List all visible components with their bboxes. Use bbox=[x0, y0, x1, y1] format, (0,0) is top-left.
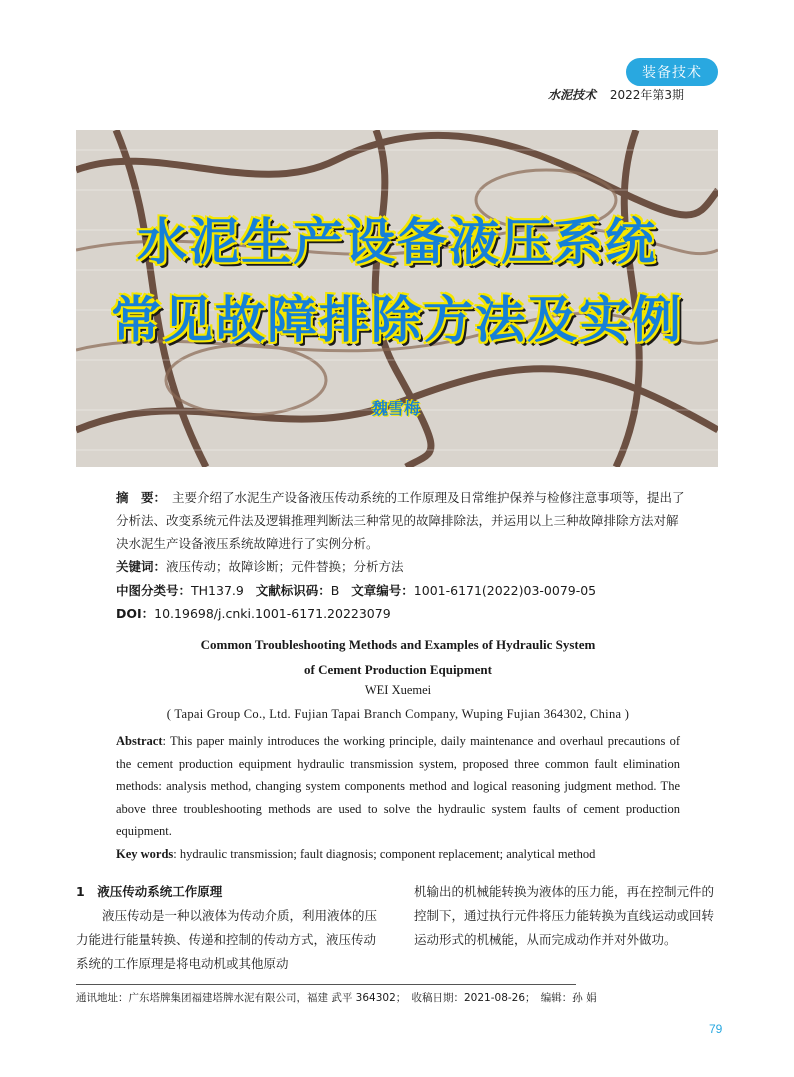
english-keywords-label: Key words bbox=[116, 847, 174, 861]
english-abstract-label: Abstract bbox=[116, 734, 163, 748]
english-abstract-text: : This paper mainly introduces the working principle, daily maintenance and overhaul precautions of the cement production equipment hydraulic transmission system, proposed three common fault elimination methods: analysis method, changing system components method and logical reasoning judgment method. The above three troubleshooting methods are used to solve the hydraulic system faults of cement production equipment. bbox=[116, 734, 680, 838]
journal-header bbox=[548, 86, 684, 103]
article-number-label: 文章编号： bbox=[351, 583, 414, 598]
classification-line bbox=[116, 581, 716, 599]
author-name-cn: 魏雪梅 bbox=[372, 399, 421, 418]
keywords-cn bbox=[116, 557, 716, 575]
section-badge: 装备技术 bbox=[626, 58, 718, 86]
doc-code-value: B bbox=[330, 583, 340, 598]
footer-note: 通讯地址：广东塔牌集团福建塔牌水泥有限公司，福建 武平 364302； 收稿日期：2021-08-26； 编辑：孙 娟 bbox=[76, 992, 597, 1004]
journal-name: 水泥技术 bbox=[548, 88, 597, 102]
keywords-cn-label: 关键词： bbox=[116, 559, 167, 574]
doi-line bbox=[116, 604, 716, 622]
article-title-line-2: 常见故障排除方法及实例 bbox=[111, 291, 683, 349]
page-number: 79 bbox=[709, 1022, 723, 1036]
body-paragraph-left: 液压传动是一种以液体为传动介质，利用液体的压力能进行能量转换、传递和控制的传动方式，液压传动系统的工作原理是将电动机或其他原动 bbox=[76, 908, 378, 971]
english-abstract bbox=[116, 730, 680, 843]
abstract-cn bbox=[116, 486, 686, 555]
article-number-value: 1001-6171(2022)03-0079-05 bbox=[413, 583, 597, 598]
english-keywords bbox=[116, 847, 680, 862]
doi-value: 10.19698/j.cnki.1001-6171.20223079 bbox=[154, 606, 391, 621]
english-title-line-2: of Cement Production Equipment bbox=[304, 662, 492, 677]
clc-value: TH137.9 bbox=[191, 583, 244, 598]
title-banner bbox=[76, 130, 718, 467]
body-column-left bbox=[76, 880, 384, 976]
keywords-cn-text: 液压传动；故障诊断；元件替换；分析方法 bbox=[166, 559, 404, 574]
english-title-line-1: Common Troubleshooting Methods and Examples of Hydraulic System bbox=[200, 637, 596, 652]
journal-issue: 2022年第3期 bbox=[609, 88, 685, 102]
abstract-cn-text: 主要介绍了水泥生产设备液压传动系统的工作原理及日常维护保养与检修注意事项等，提出了分析法、改变系统元件法及逻辑推理判断法三种常见的故障排除法，并运用以上三种故障排除方法对解决水泥生产设备液压系统故障进行了实例分析。 bbox=[116, 490, 685, 551]
article-title-line-1: 水泥生产设备液压系统 bbox=[137, 213, 657, 271]
footer-divider bbox=[76, 984, 576, 985]
clc-label: 中图分类号： bbox=[116, 583, 192, 598]
english-author: WEI Xuemei bbox=[364, 683, 432, 697]
section-heading: 1 液压传动系统工作原理 bbox=[76, 884, 223, 899]
body-paragraph-right: 机输出的机械能转换为液体的压力能，再在控制元件的控制下，通过执行元件将压力能转换为直线运动或回转运动形式的机械能，从而完成动作并对外做功。 bbox=[414, 884, 715, 947]
body-column-right bbox=[414, 880, 722, 952]
english-affiliation: ( Tapai Group Co., Ltd. Fujian Tapai Branch Company, Wuping Fujian 364302, China ) bbox=[166, 707, 630, 721]
abstract-cn-label: 摘 要： bbox=[116, 490, 167, 505]
english-keywords-text: : hydraulic transmission; fault diagnosis; component replacement; analytical method bbox=[173, 847, 596, 861]
doc-code-label: 文献标识码： bbox=[255, 583, 331, 598]
doi-label: DOI： bbox=[116, 606, 155, 621]
